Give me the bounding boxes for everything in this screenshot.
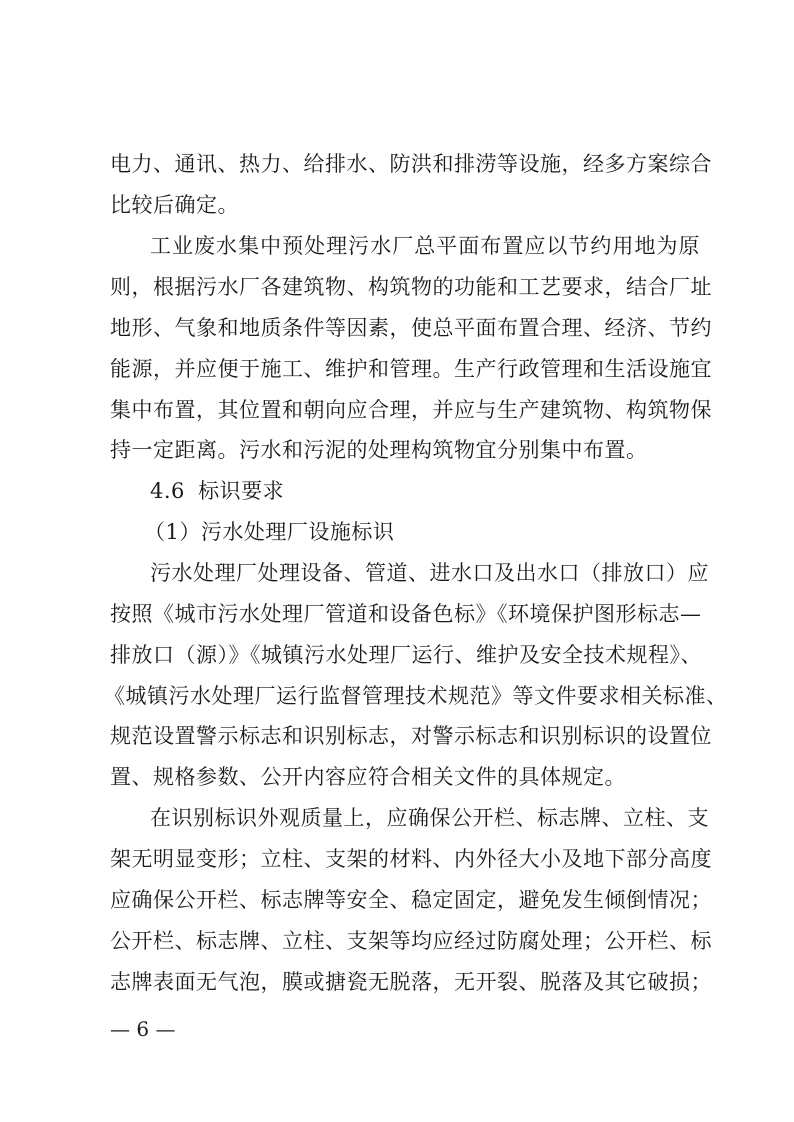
- paragraph-3-line-1: 污水处理厂处理设备、管道、进水口及出水口（排放口）应: [150, 561, 709, 585]
- paragraph-4-line-4: 公开栏、标志牌、立柱、支架等均应经过防腐处理；公开栏、标: [110, 929, 712, 953]
- paragraph-2-line-4: 能源，并应便于施工、维护和管理。生产行政管理和生活设施宜: [110, 357, 712, 381]
- page-number: — 6 —: [110, 1017, 176, 1041]
- paragraph-4-line-2: 架无明显变形；立柱、支架的材料、内外径大小及地下部分高度: [110, 847, 712, 871]
- paragraph-4-line-1: 在识别标识外观质量上，应确保公开栏、标志牌、立柱、支: [150, 806, 709, 830]
- paragraph-3-line-5: 规范设置警示标志和识别标志，对警示标志和识别标识的设置位: [110, 724, 712, 748]
- paragraph-3-line-4: 《城镇污水处理厂运行监督管理技术规范》等文件要求相关标准、: [104, 684, 728, 708]
- paragraph-2-line-3: 地形、气象和地质条件等因素，使总平面布置合理、经济、节约: [110, 316, 712, 340]
- section-heading: [150, 477, 700, 505]
- subsection-heading: （1）污水处理厂设施标识: [144, 520, 395, 544]
- paragraph-3-line-2: 按照《城市污水处理厂管道和设备色标》《环境保护图形标志—: [110, 602, 702, 626]
- paragraph-2-line-1: 工业废水集中预处理污水厂总平面布置应以节约用地为原: [150, 234, 700, 258]
- section-number: 4.6: [150, 479, 185, 503]
- paragraph-2-line-2: 则，根据污水厂各建筑物、构筑物的功能和工艺要求，结合厂址: [110, 275, 712, 299]
- paragraph-1-line-2: 比较后确定。: [110, 193, 239, 217]
- paragraph-2-line-5: 集中布置，其位置和朝向应合理，并应与生产建筑物、构筑物保: [110, 398, 712, 422]
- paragraph-4-line-5: 志牌表面无气泡，膜或搪瓷无脱落，无开裂、脱落及其它破损；: [110, 970, 712, 994]
- paragraph-1-line-1: 电力、通讯、热力、给排水、防洪和排涝等设施，经多方案综合: [110, 152, 712, 176]
- paragraph-3-line-3: 排放口（源）》《城镇污水处理厂运行、维护及安全技术规程》、: [110, 643, 702, 667]
- section-title: 标识要求: [198, 479, 285, 503]
- paragraph-4-line-3: 应确保公开栏、标志牌等安全、稳定固定，避免发生倾倒情况；: [110, 888, 712, 912]
- paragraph-3-line-6: 置、规格参数、公开内容应符合相关文件的具体规定。: [110, 765, 626, 789]
- paragraph-2-line-6: 持一定距离。污水和污泥的处理构筑物宜分别集中布置。: [110, 438, 648, 462]
